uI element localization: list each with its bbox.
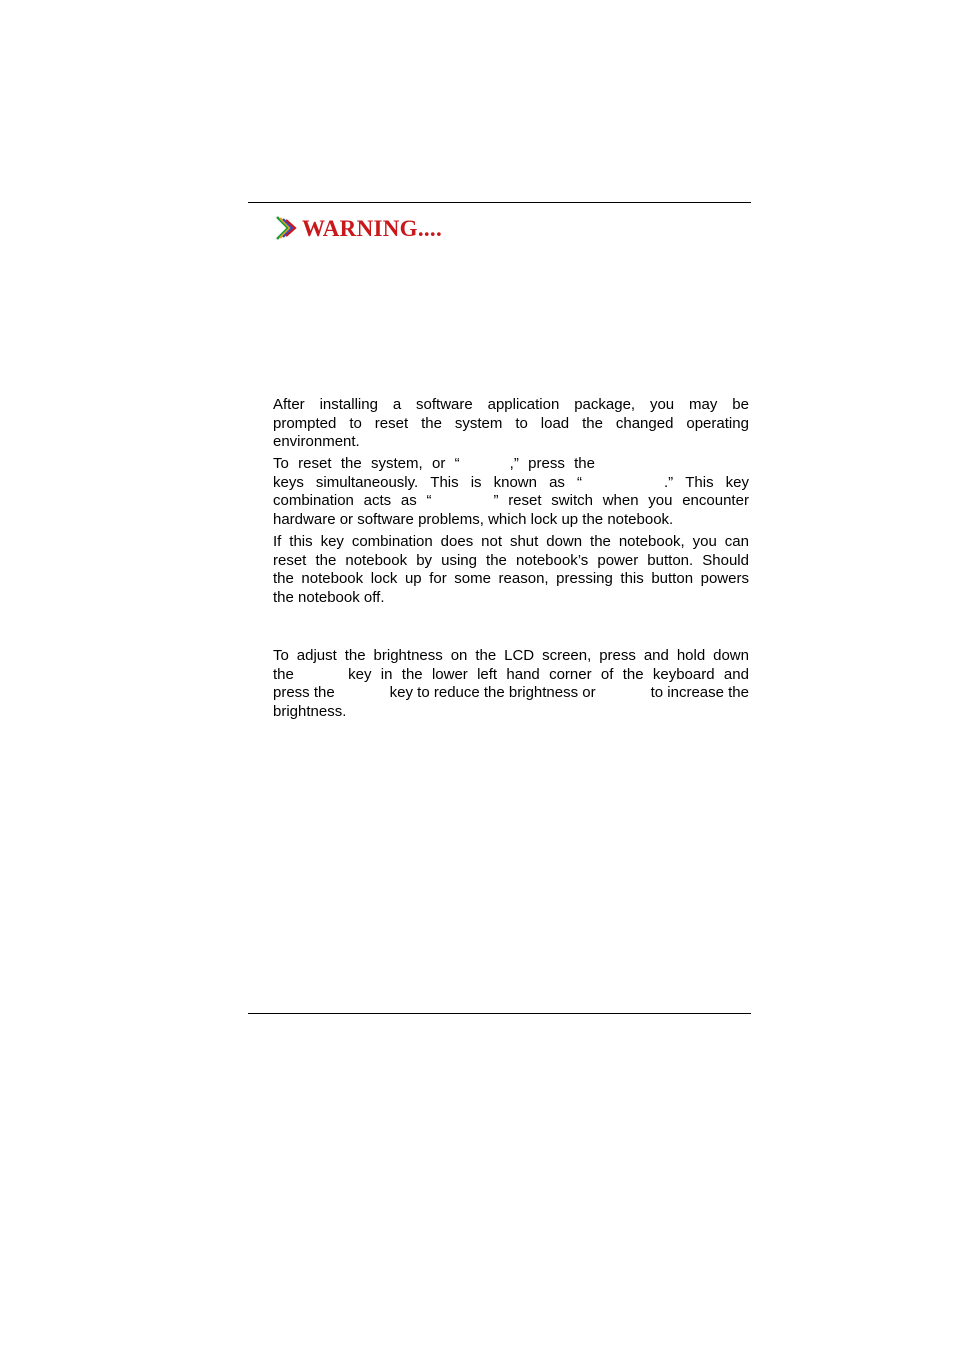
warning-heading	[276, 212, 442, 244]
text-line: After installing a software application package, you may be	[273, 396, 749, 413]
text-line: prompted to reset the system to load the changed operating	[273, 414, 749, 432]
text-line: the notebook off.	[273, 588, 385, 606]
reset-paragraph-2	[273, 455, 749, 529]
bottom-rule	[248, 1013, 751, 1014]
text-line: hardware or software problems, which lock up the notebook.	[273, 510, 674, 528]
text-line: the key in the lower left hand corner of the keyboard and	[273, 665, 749, 683]
top-rule	[248, 202, 751, 203]
text-line: If this key combination does not shut down the notebook, you can	[273, 533, 749, 550]
brightness-paragraph	[273, 647, 749, 721]
text-line: combination acts as “ ” reset switch when you encounter	[273, 492, 749, 510]
text-line: the notebook lock up for some reason, pressing this button powers	[273, 570, 749, 588]
text-line: press the key to reduce the brightness or to increase the	[273, 684, 749, 702]
text-line: brightness.	[273, 702, 347, 720]
text-line: reset the notebook by using the notebook’s power button. Should	[273, 551, 749, 569]
text-line: To reset the system, or “ ,” press the	[273, 455, 595, 472]
multicolor-arrows-icon	[276, 215, 298, 241]
text-line: keys simultaneously. This is known as “ .” This key	[273, 473, 749, 491]
warning-label: WARNING....	[302, 215, 443, 241]
reset-paragraph-3	[273, 533, 749, 607]
text-line: To adjust the brightness on the LCD screen, press and hold down	[273, 647, 749, 664]
text-line: environment.	[273, 433, 360, 451]
reset-paragraph-1	[273, 396, 749, 452]
